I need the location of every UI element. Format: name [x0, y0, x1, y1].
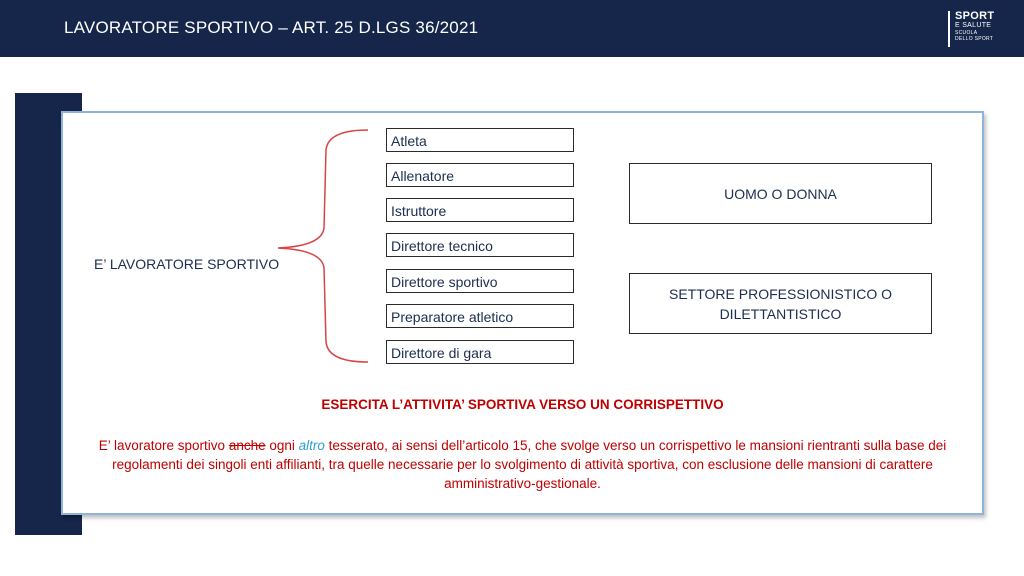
sector-box [629, 273, 932, 334]
logo-line-1: SPORT [955, 10, 995, 22]
role-box-preparatore-atletico: Preparatore atletico [386, 304, 574, 328]
paragraph-italic-word: altro [298, 438, 325, 453]
gender-box [629, 163, 932, 224]
logo-line-4: DELLO SPORT [955, 36, 994, 42]
role-box-direttore-di-gara: Direttore di gara [386, 340, 574, 364]
logo-line-2: E SALUTE [955, 22, 992, 29]
corrispettivo-headline: ESERCITA L’ATTIVITA’ SPORTIVA VERSO UN CORRISPETTIVO [321, 397, 724, 412]
role-box-allenatore: Allenatore [386, 163, 574, 187]
page-title: LAVORATORE SPORTIVO – ART. 25 D.LGS 36/2021 [64, 18, 479, 37]
paragraph-part-1: E’ lavoratore sportivo [98, 438, 229, 453]
sector-box-line-2: DILETTANTISTICO [719, 305, 842, 322]
paragraph-part-2: ogni [265, 438, 299, 453]
role-box-direttore-tecnico: Direttore tecnico [386, 233, 574, 257]
role-box-direttore-sportivo: Direttore sportivo [386, 269, 574, 293]
role-box-istruttore: Istruttore [386, 198, 574, 222]
definition-paragraph [66, 436, 979, 493]
gender-box-text: UOMO O DONNA [724, 185, 837, 202]
role-box-atleta: Atleta [386, 128, 574, 152]
logo-line-3: SCUOLA [955, 30, 978, 36]
curly-brace-icon [270, 128, 370, 364]
lavoratore-sportivo-label: E’ LAVORATORE SPORTIVO [94, 256, 280, 272]
sport-e-salute-logo [948, 11, 1008, 47]
paragraph-struck-word: anche [228, 438, 266, 453]
header-bar [0, 0, 1024, 57]
sector-box-line-1: SETTORE PROFESSIONISTICO O [669, 285, 892, 302]
paragraph-part-3: tesserato, ai sensi dell’articolo 15, che svolge verso un corrispettivo le mansioni rientranti sulla base dei regolamenti dei singoli enti affilianti, tra quelle necessarie per lo svolgimento di attività sportiva, con esclusione delle mansioni di carattere amministrativo-gestionale. [112, 438, 947, 491]
